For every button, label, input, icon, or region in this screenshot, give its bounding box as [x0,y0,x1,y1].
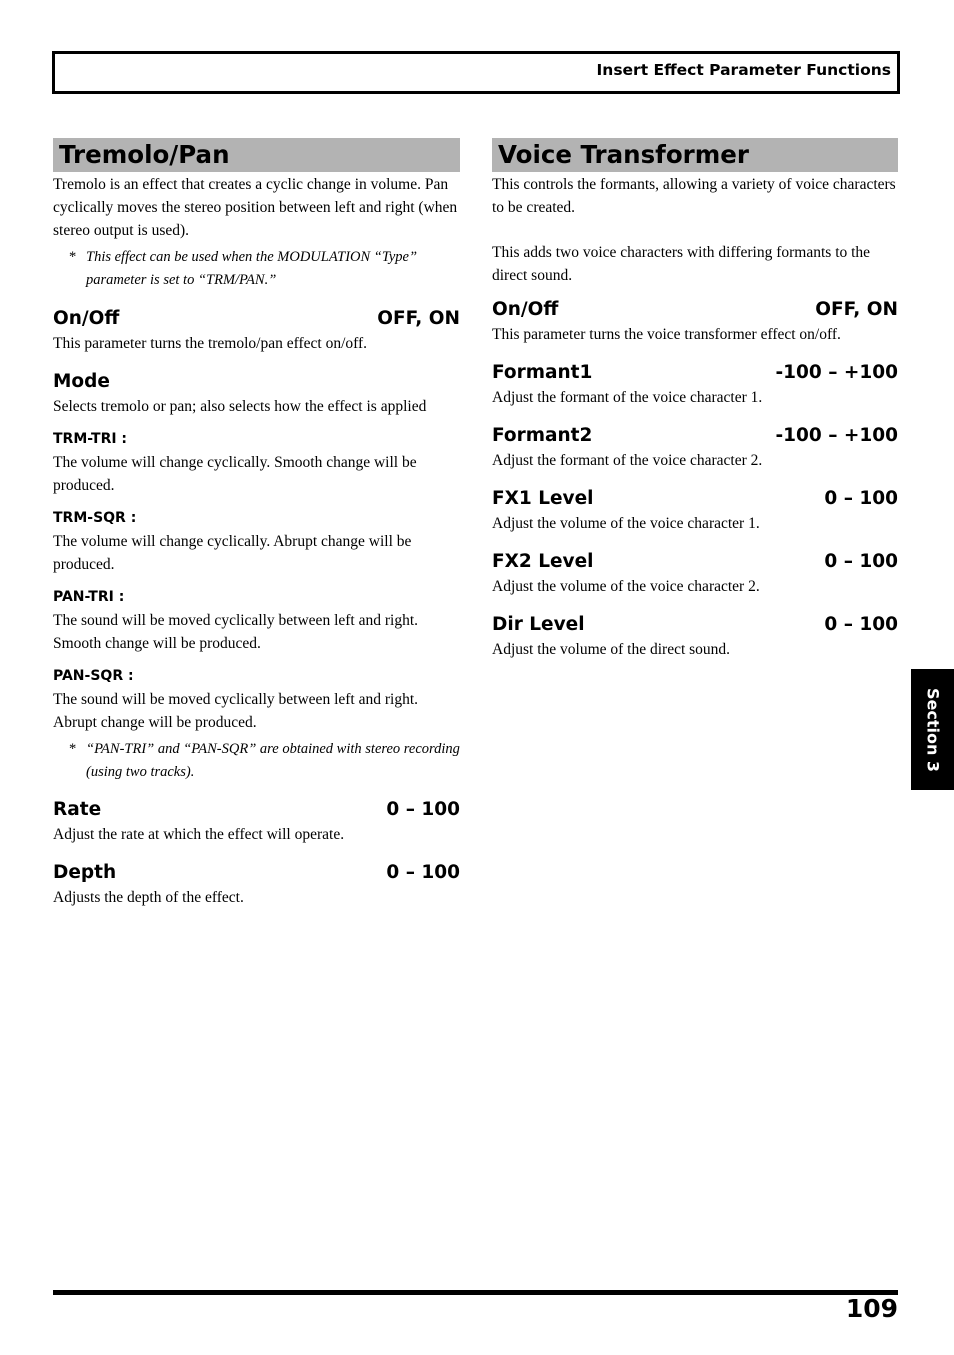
param-name: On/Off [53,308,120,329]
param-desc: Selects tremolo or pan; also selects how the effect is applied [53,398,427,415]
section-title: Voice Transformer [492,138,898,172]
param-formant1 [492,360,898,386]
param-name: Mode [53,371,110,392]
running-header [52,51,900,94]
param-name: Formant2 [492,425,593,446]
param-desc: Adjust the rate at which the effect will operate. [53,826,345,843]
tremolo-pan-section [53,138,460,909]
running-header-title: Insert Effect Parameter Functions [596,61,891,79]
param-desc: Adjust the volume of the voice character 1. [492,515,760,532]
param-name: FX2 Level [492,551,594,572]
param-depth [53,860,460,886]
voice-transformer-section [492,138,898,661]
note-marker: * [69,249,77,265]
param-range: -100 – +100 [775,425,898,446]
note [53,246,460,292]
param-desc: Adjust the formant of the voice character 1. [492,389,763,406]
param-rate [53,797,460,823]
param-desc: This parameter turns the voice transformer effect on/off. [492,326,841,343]
intro-text: This controls the formants, allowing a variety of voice characters to be created. [492,176,896,216]
param-name: Dir Level [492,614,585,635]
param-formant2 [492,423,898,449]
param-range: OFF, ON [815,299,898,320]
mode-option-desc: The volume will change cyclically. Smooth change will be produced. [53,454,417,494]
param-desc: Adjusts the depth of the effect. [53,889,244,906]
param-name: Rate [53,799,102,820]
mode-option-label: PAN-SQR : [53,668,134,684]
section-side-tab [911,669,954,790]
param-name: Depth [53,862,117,883]
page-number: 109 [845,1294,898,1323]
param-range: -100 – +100 [775,362,898,383]
mode-option-label: TRM-TRI : [53,431,128,447]
mode-option-desc: The sound will be moved cyclically between left and right. Smooth change will be produced. [53,612,418,652]
mode-option-desc: The volume will change cyclically. Abrupt change will be produced. [53,533,412,573]
param-desc: Adjust the formant of the voice character 2. [492,452,763,469]
param-fx2-level [492,549,898,575]
mode-option-label: PAN-TRI : [53,589,125,605]
param-range: 0 – 100 [386,862,460,883]
mode-option-label: TRM-SQR : [53,510,137,526]
note [53,738,460,784]
mode-option-desc: The sound will be moved cyclically between left and right. Abrupt change will be produced. [53,691,418,731]
param-dir-level [492,612,898,638]
section-title: Tremolo/Pan [53,138,460,172]
param-desc: Adjust the volume of the direct sound. [492,641,731,658]
param-onoff [53,306,460,332]
param-fx1-level [492,486,898,512]
note-text: “PAN-TRI” and “PAN-SQR” are obtained with stereo recording (using two tracks). [86,741,460,780]
param-range: OFF, ON [377,308,460,329]
note-text: This effect can be used when the MODULATION “Type” parameter is set to “TRM/PAN.” [86,249,418,288]
intro-text: Tremolo is an effect that creates a cyclic change in volume. Pan cyclically moves the stereo position between left and right (when stereo output is used). [53,176,458,239]
param-range: 0 – 100 [824,614,898,635]
param-onoff [492,297,898,323]
param-desc: This parameter turns the tremolo/pan effect on/off. [53,335,368,352]
side-tab-label: Section 3 [923,687,942,772]
param-name: On/Off [492,299,559,320]
intro-text: This adds two voice characters with differing formants to the direct sound. [492,244,871,284]
param-mode [53,369,460,395]
param-range: 0 – 100 [386,799,460,820]
param-range: 0 – 100 [824,488,898,509]
param-range: 0 – 100 [824,551,898,572]
param-name: FX1 Level [492,488,594,509]
param-name: Formant1 [492,362,593,383]
note-marker: * [69,741,77,757]
param-desc: Adjust the volume of the voice character 2. [492,578,760,595]
footer-rule [53,1290,898,1295]
